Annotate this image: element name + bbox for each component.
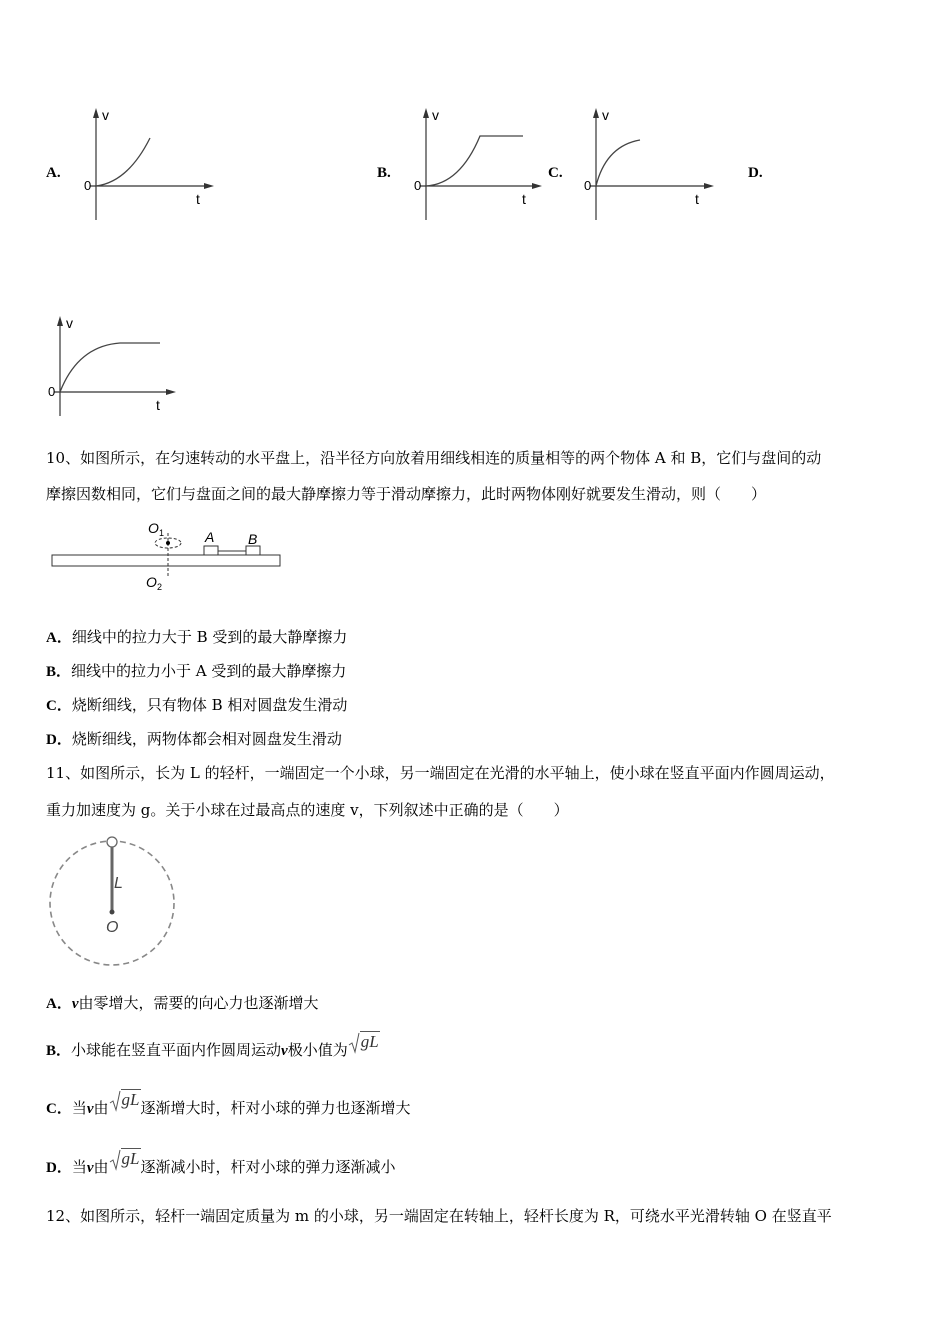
- sqrt-expression: gL: [348, 1032, 380, 1054]
- x-label: t: [695, 191, 699, 207]
- o1-sub: 1: [159, 528, 165, 538]
- curve: [60, 343, 160, 392]
- origin-label: 0: [84, 178, 92, 193]
- origin-label: 0: [584, 178, 592, 193]
- block-a: [204, 546, 218, 555]
- q10-figure: [48, 515, 288, 595]
- q11-figure: [46, 832, 180, 972]
- o2-sub: 2: [157, 582, 163, 592]
- graph-a: [80, 100, 220, 225]
- option-a-label: A.: [46, 165, 61, 181]
- graph-c: [580, 100, 720, 225]
- o-label: O: [106, 919, 119, 936]
- option-d-label: D.: [748, 165, 763, 181]
- x-label: t: [522, 191, 526, 207]
- option-c-label: C.: [548, 165, 563, 181]
- y-label: v: [66, 315, 73, 331]
- q10-option-d: D．烧断细线，两物体都会相对圆盘发生滑动: [46, 730, 342, 748]
- curve: [596, 140, 640, 186]
- graph-d: [44, 310, 184, 420]
- q11-option-d: D．当v由 gL逐渐减小时，杆对小球的弹力逐渐减小: [46, 1149, 396, 1176]
- q11-stem-line1: 11、如图所示，长为 L 的轻杆，一端固定一个小球，另一端固定在光滑的水平轴上，使小球在竖直平面内作圆周运动，: [46, 764, 835, 782]
- q10-option-a: A．细线中的拉力大于 B 受到的最大静摩擦力: [46, 628, 348, 646]
- x-label: t: [156, 397, 160, 413]
- option-b-label: B.: [377, 165, 391, 181]
- q12-stem-line1: 12、如图所示，轻杆一端固定质量为 m 的小球，另一端固定在转轴上，轻杆长度为 R，可绕水平光滑转轴 O 在竖直平: [46, 1207, 832, 1225]
- x-label: t: [196, 191, 200, 207]
- ball: [107, 837, 117, 847]
- l-label: L: [114, 875, 123, 892]
- curve: [426, 136, 523, 186]
- o2-label: O: [146, 574, 157, 590]
- origin-label: 0: [414, 178, 422, 193]
- o1-label: O: [148, 520, 159, 536]
- q11-option-b: B．小球能在竖直平面内作圆周运动v极小值为 gL: [46, 1032, 379, 1059]
- curve: [96, 138, 150, 186]
- x-arrow: [204, 183, 214, 189]
- sqrt-sign: [109, 1090, 121, 1112]
- q10-option-b: B．细线中的拉力小于 A 受到的最大静摩擦力: [46, 662, 347, 680]
- q11-stem-line2: 重力加速度为 g。关于小球在过最高点的速度 v，下列叙述中正确的是（ ）: [46, 801, 569, 819]
- pivot: [110, 910, 115, 915]
- q11-option-a: A．v由零增大，需要的向心力也逐渐增大: [46, 994, 319, 1012]
- b-label: B: [248, 531, 258, 547]
- origin-label: 0: [48, 384, 56, 399]
- sqrt-expression: gL: [109, 1090, 141, 1112]
- sqrt-sign: [109, 1149, 121, 1171]
- y-arrow: [93, 108, 99, 118]
- q11-option-c: C．当v由 gL逐渐增大时，杆对小球的弹力也逐渐增大: [46, 1090, 411, 1117]
- sqrt-expression: gL: [109, 1149, 141, 1171]
- y-label: v: [432, 107, 439, 123]
- q10-stem-line1: 10、如图所示，在匀速转动的水平盘上，沿半径方向放着用细线相连的质量相等的两个物体 A 和 B，它们与盘间的动: [46, 449, 822, 467]
- q10-option-c: C．烧断细线，只有物体 B 相对圆盘发生滑动: [46, 696, 348, 714]
- block-b: [246, 546, 260, 555]
- turntable: [52, 555, 280, 566]
- y-label: v: [602, 107, 609, 123]
- sqrt-sign: [348, 1032, 360, 1054]
- q10-stem-line2: 摩擦因数相同，它们与盘面之间的最大静摩擦力等于滑动摩擦力，此时两物体刚好就要发生滑动，则（ ）: [46, 485, 767, 503]
- y-label: v: [102, 107, 109, 123]
- a-label: A: [205, 529, 215, 545]
- graph-b: [410, 100, 545, 225]
